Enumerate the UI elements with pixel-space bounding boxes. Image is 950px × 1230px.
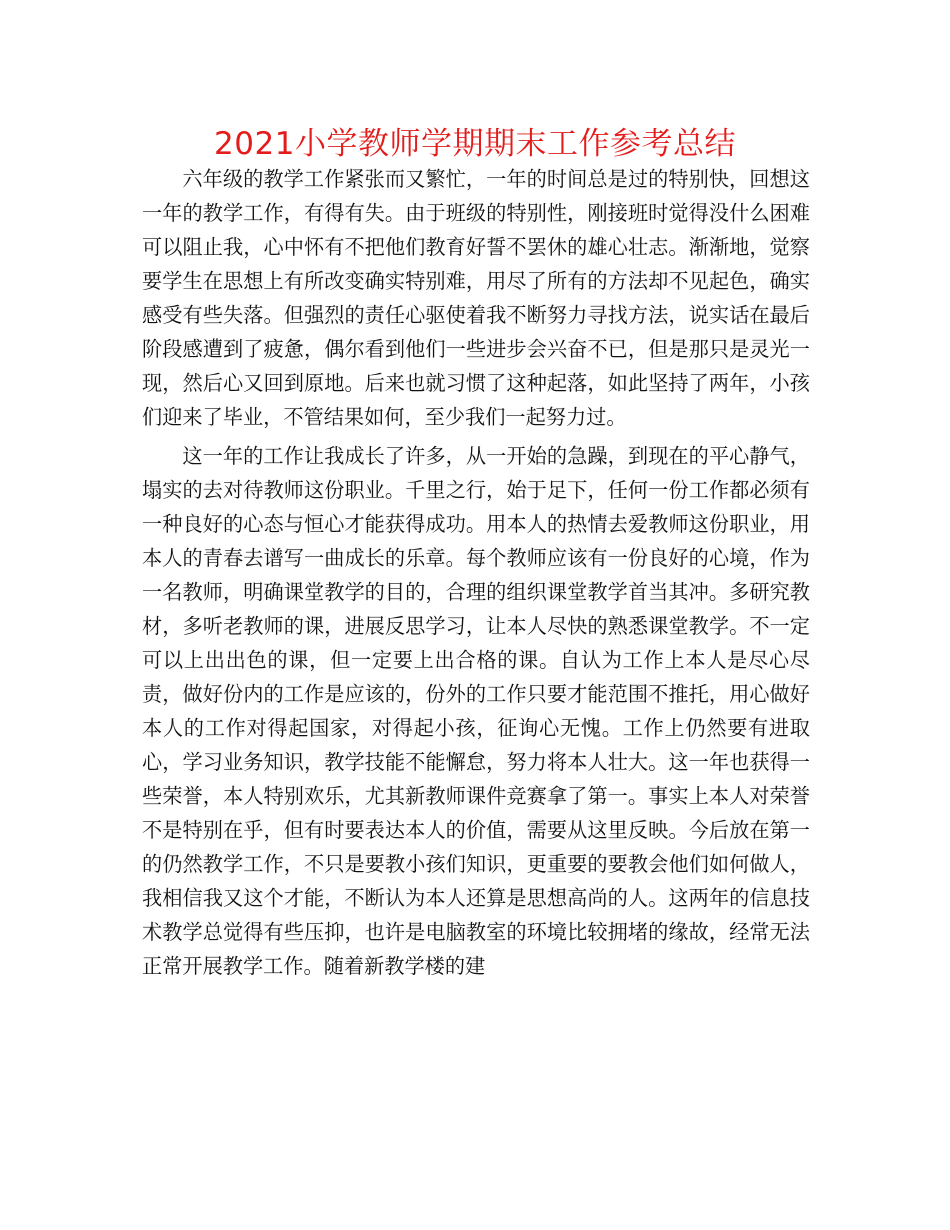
- paragraph: 六年级的教学工作紧张而又繁忙，一年的时间总是过的特别快，回想这一年的教学工作，有得有失。由于班级的特别性，刚接班时觉得没什么困难可以阻止我，心中怀有不把他们教育好誓不罢休的雄心壮志。渐渐地，觉察要学生在思想上有所改变确实特别难，用尽了所有的方法却不见起色，确实感受有些失落。但强烈的责任心驱使着我不断努力寻找方法，说实话在最后阶段感遭到了疲惫，偶尔看到他们一些进步会兴奋不已，但是那只是灵光一现，然后心又回到原地。后来也就习惯了这种起落，如此坚持了两年，小孩们迎来了毕业，不管结果如何，至少我们一起努力过。: [142, 167, 810, 429]
- document-title: 2021小学教师学期期末工作参考总结: [214, 126, 736, 162]
- document-body: [142, 162, 810, 988]
- paragraph: 这一年的工作让我成长了许多，从一开始的急躁，到现在的平心静气，塌实的去对待教师这份职业。千里之行，始于足下，任何一份工作都必须有一种良好的心态与恒心才能获得成功。用本人的热情去爱教师这份职业，用本人的青春去谱写一曲成长的乐章。每个教师应该有一份良好的心境，作为一名教师，明确课堂教学的目的，合理的组织课堂教学首当其冲。多研究教材，多听老教师的课，进展反思学习，让本人尽快的熟悉课堂教学。不一定可以上出出色的课，但一定要上出合格的课。自认为工作上本人是尽心尽责，做好份内的工作是应该的，份外的工作只要才能范围不推托，用心做好本人的工作对得起国家，对得起小孩，征询心无愧。工作上仍然要有进取心，学习业务知识，教学技能不能懈怠，努力将本人壮大。这一年也获得一些荣誉，本人特别欢乐，尤其新教师课件竞赛拿了第一。事实上本人对荣誉不是特别在乎，但有时要表达本人的价值，需要从这里反映。今后放在第一的仍然教学工作，不只是要教小孩们知识，更重要的要教会他们如何做人，我相信我又这个才能，不断认为本人还算是思想高尚的人。这两年的信息技术教学总觉得有些压抑，也许是电脑教室的环境比较拥堵的缘故，经常无法正常开展教学工作。随着新教学楼的建: [142, 444, 810, 978]
